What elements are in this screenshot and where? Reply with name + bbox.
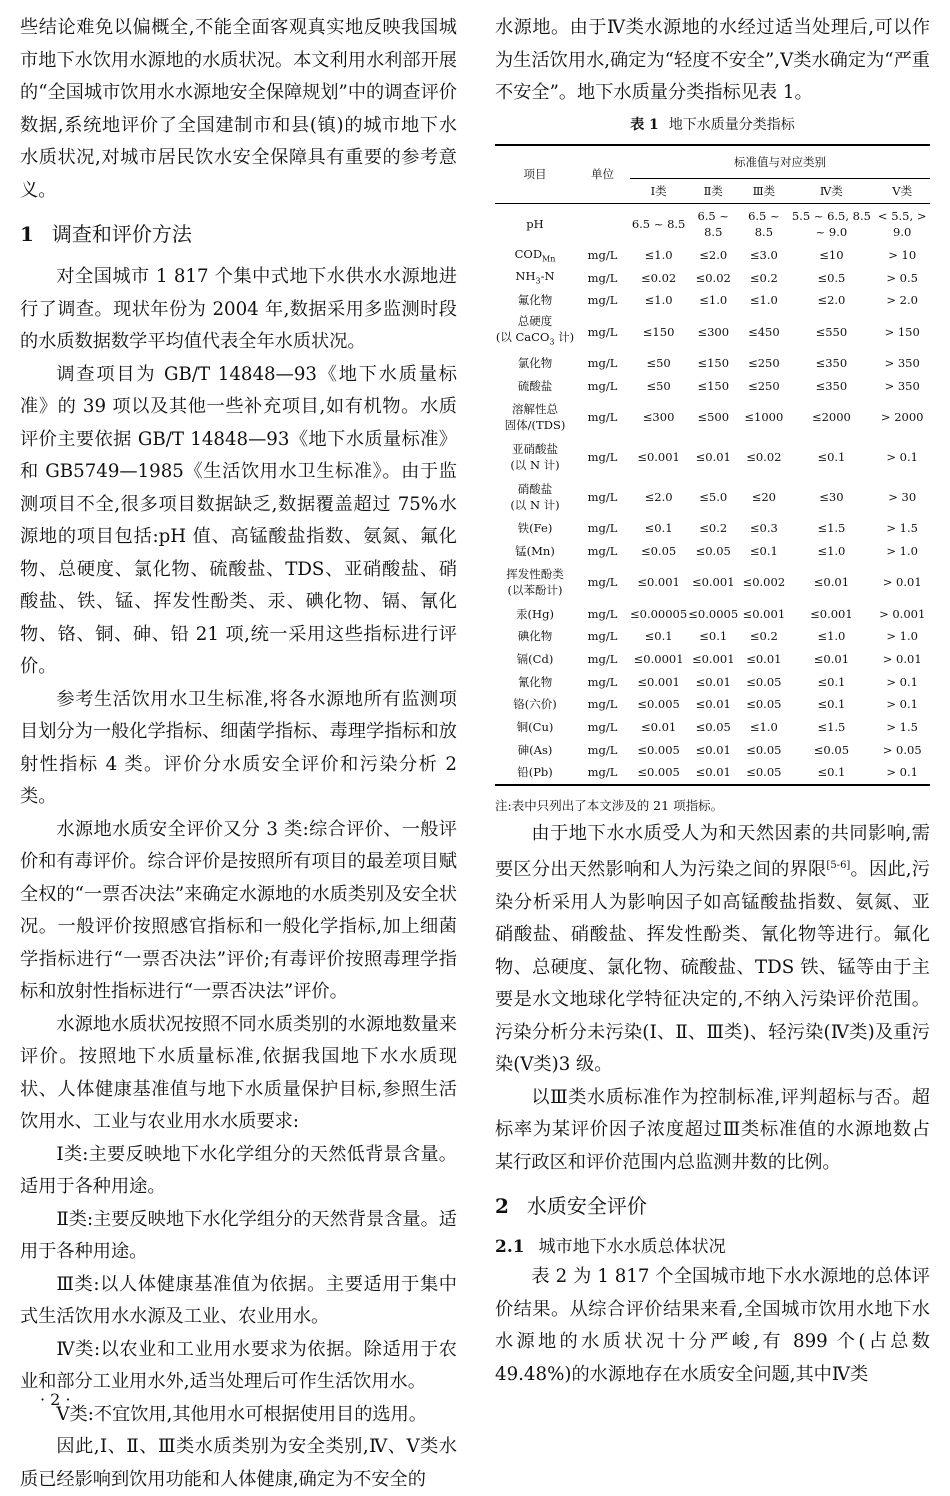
section-title: 水质安全评价 [526, 1194, 647, 1219]
section-number: 1 [20, 222, 34, 246]
cell-value: ≤0.01 [695, 697, 731, 712]
cell-unit: mg/L [587, 324, 618, 339]
left-column [20, 12, 457, 1496]
table-row [495, 562, 930, 602]
cell-item: 铬(六价) [513, 697, 557, 712]
cell-value: > 0.5 [886, 270, 918, 285]
body-paragraph: 因此,Ⅰ、Ⅱ、Ⅲ类水质类别为安全类别,Ⅳ、Ⅴ类水质已经影响到饮用功能和人体健康,确定为不安全的 [20, 1436, 457, 1490]
cell-value: ≤0.005 [637, 697, 680, 712]
cell-value: ≤250 [748, 355, 780, 370]
body-paragraph: 些结论难免以偏概全,不能全面客观真实地反映我国城市地下水饮用水源地的水质状况。本文利用水利部开展的“全国城市饮用水水源地安全保障规划”中的调查评价数据,系统地评价了全国建制市和县(镇)的城市地下水水质状况,对城市居民饮水安全保障具有重要的参考意义。 [20, 17, 457, 201]
cell-value: ≤1.0 [644, 247, 673, 262]
cell-item: 亚硝酸盐 (以 N 计) [510, 441, 560, 472]
cell-value: ≤10 [819, 247, 844, 262]
cell-unit: mg/L [587, 293, 618, 308]
cell-value: ≤150 [697, 355, 730, 370]
cell-value: ≤0.005 [630, 761, 687, 785]
table-note: 注:表中只列出了本文涉及的 21 项指标。 [495, 797, 724, 813]
table-row [495, 761, 930, 785]
cell-value: ≤50 [646, 355, 671, 370]
page-number: · 2 · [40, 1390, 71, 1409]
cell-value: ≤0.1 [699, 629, 728, 644]
cell-value: > 0.05 [882, 742, 922, 757]
col-header-item: 项目 [495, 145, 575, 204]
cell-unit [575, 203, 630, 244]
cell-value: 6.5 ~ 8.5 [697, 208, 730, 239]
cell-value: 6.5 ~ 8.5 [748, 208, 780, 239]
body-paragraph: 水源地。由于Ⅳ类水源地的水经过适当处理后,可以作为生活饮用水,确定为“轻度不安全”,Ⅴ类水确定为“严重不安全”。地下水质量分类指标见表 1。 [495, 17, 930, 103]
cell-value: ≤0.1 [644, 629, 673, 644]
cell-value: ≤0.005 [637, 742, 680, 757]
cell-value: ≤0.02 [640, 270, 677, 285]
cell-value: ≤1000 [744, 409, 784, 424]
cell-unit: mg/L [587, 606, 618, 621]
table-row [495, 648, 930, 671]
cell-value: ≤0.05 [813, 742, 850, 757]
body-paragraph: 水源地水质安全评价又分 3 类:综合评价、一般评价和有毒评价。综合评价是按照所有项目的最差项目赋全权的“一票否决法”来确定水源地的水质类别及安全状况。一般评价按照感官指标和一般化学指标,加上细菌学指标进行“一票否决法”评价;有毒评价按照毒理学指标和放射性指标进行“一票否决法”评价。 [20, 818, 457, 1002]
cell-value: ≤0.001 [637, 674, 680, 689]
subsection-heading [495, 1233, 930, 1261]
table-caption [495, 114, 930, 134]
section-heading [495, 1191, 930, 1221]
body-paragraph: 参考生活饮用水卫生标准,将各水源地所有监测项目划分为一般化学指标、细菌学指标、毒理学指标和放射性指标 4 类。评价分水质安全评价和污染分析 2 类。 [20, 688, 457, 807]
col-header-class-4: Ⅳ类 [788, 178, 874, 203]
cell-value: ≤0.2 [699, 521, 728, 536]
cell-item: $COD_{Mn}$ [514, 246, 556, 263]
section-heading [20, 219, 457, 249]
cell-value: ≤150 [642, 324, 675, 339]
cell-value: ≤0.05 [746, 697, 782, 712]
cell-value: ≤0.001 [691, 575, 735, 590]
cell-value: ≤3.0 [749, 247, 778, 262]
cell-item: 铜(Cu) [516, 720, 554, 735]
cell-value: > 0.1 [886, 674, 918, 689]
subsection-title: 城市地下水水质总体状况 [538, 1237, 726, 1258]
cell-unit: mg/L [575, 761, 630, 785]
cell-value: > 0.001 [879, 606, 926, 621]
cell-value: ≤0.001 [742, 606, 786, 621]
cell-value: ≤2000 [811, 409, 851, 424]
cell-value: ≤0.1 [817, 449, 846, 464]
col-header-class-3: Ⅲ类 [739, 178, 788, 203]
cell-value: ≤0.1 [817, 674, 846, 689]
cell-unit: mg/L [587, 247, 618, 262]
cell-value: > 0.1 [886, 449, 918, 464]
cell-value: ≤0.01 [695, 449, 731, 464]
section-title: 调查和评价方法 [51, 222, 192, 246]
cell-value: ≤0.05 [695, 543, 731, 558]
cell-unit: mg/L [587, 543, 618, 558]
cell-value: ≤550 [815, 324, 848, 339]
body-paragraph: Ⅱ类:主要反映地下水化学组分的天然背景含量。适用于各种用途。 [20, 1208, 457, 1262]
table-row [495, 670, 930, 693]
cell-value: 6.5 ~ 8.5 [631, 216, 686, 231]
cell-value: ≤0.05 [739, 761, 788, 785]
cell-item: 碘化物 [517, 629, 553, 644]
body-paragraph: 对全国城市 1 817 个集中式地下水供水水源地进行了调查。现状年份为 2004 年,数据采用多监测时段的水质数据数学平均值代表全年水质状况。 [20, 266, 457, 352]
cell-value: ≤0.0005 [688, 606, 739, 621]
cell-value: ≤1.0 [699, 293, 728, 308]
cell-value: ≤350 [815, 355, 848, 370]
cell-item: 氰化物 [517, 674, 553, 689]
cell-value: > 1.5 [886, 521, 918, 536]
cell-value: > 1.0 [886, 629, 918, 644]
cell-value: ≤2.0 [644, 489, 673, 504]
cell-value: ≤0.01 [746, 652, 782, 667]
table-row [495, 693, 930, 716]
right-column [495, 12, 930, 1391]
cell-value: ≤350 [815, 378, 848, 393]
cell-value: ≤0.01 [695, 674, 731, 689]
table-row [495, 602, 930, 625]
cell-unit: mg/L [587, 355, 618, 370]
cell-value: < 5.5, > 9.0 [877, 208, 927, 239]
cell-value: ≤300 [697, 324, 730, 339]
cell-value: > 0.01 [882, 575, 922, 590]
cell-item: 锰(Mn) [515, 543, 555, 558]
cell-unit: mg/L [587, 409, 618, 424]
table-row [495, 244, 930, 267]
cell-value: > 0.01 [882, 652, 922, 667]
cell-unit: mg/L [587, 378, 618, 393]
col-header-unit: 单位 [575, 145, 630, 204]
cell-value: > 0.1 [886, 697, 918, 712]
cell-value: ≤1.0 [749, 720, 778, 735]
cell-value: ≤0.05 [695, 720, 731, 735]
cell-value: ≤0.2 [749, 270, 778, 285]
cell-value: > 1.0 [886, 543, 918, 558]
section-number: 2 [495, 1194, 509, 1219]
cell-value: ≤0.001 [691, 652, 735, 667]
body-paragraph: 表 2 为 1 817 个全国城市地下水水源地的总体评价结果。从综合评价结果来看,全国城市饮用水地下水水源地的水质状况十分严峻,有 899 个(占总数 49.48%)的水源地存在水质安全问题,其中Ⅳ类 [495, 1266, 930, 1385]
cell-value: ≤0.02 [746, 449, 782, 464]
cell-value: ≤1.0 [817, 543, 846, 558]
cell-value: ≤2.0 [817, 293, 846, 308]
cell-value: ≤0.0001 [633, 652, 684, 667]
cell-value: ≤0.1 [644, 521, 673, 536]
cell-value: ≤0.001 [637, 575, 680, 590]
cell-value: ≤0.00005 [630, 606, 688, 621]
body-paragraph: 以Ⅲ类水质标准作为控制标准,评判超标与否。超标率为某评价因子浓度超过Ⅲ类标准值的水源地数占某行政区和评价范围内总监测井数的比例。 [495, 1086, 930, 1173]
table-row [495, 738, 930, 761]
cell-unit: mg/L [587, 489, 618, 504]
cell-item: 铅(Pb) [495, 761, 575, 785]
cell-unit: mg/L [587, 270, 618, 285]
cell-item: 氯化物 [517, 355, 553, 370]
table-row [495, 625, 930, 648]
cell-value: ≤0.3 [749, 521, 778, 536]
cell-value: ≤5.0 [699, 489, 728, 504]
cell-value: > 350 [884, 355, 920, 370]
body-paragraph: Ⅰ类:主要反映地下水化学组分的天然低背景含量。适用于各种用途。 [20, 1143, 457, 1197]
table-row [495, 266, 930, 289]
body-paragraph: 水源地水质状况按照不同水质类别的水源地数量来评价。按照地下水质量标准,依据我国地下水水质现状、人体健康基准值与地下水质量保护目标,参照生活饮用水、工业与农业用水水质要求: [20, 1013, 457, 1132]
cell-item: 溶解性总 固体/(TDS) [504, 401, 566, 432]
table-row [495, 716, 930, 739]
table-row [495, 437, 930, 477]
cell-unit: mg/L [587, 575, 618, 590]
cell-value: ≤20 [751, 489, 776, 504]
cell-value: ≤150 [697, 378, 730, 393]
cell-value: ≤30 [819, 489, 844, 504]
table-caption-number: 表 1 [630, 116, 659, 133]
cell-value: ≤0.01 [695, 742, 731, 757]
table-row [495, 374, 930, 397]
body-paragraph: Ⅲ类:以人体健康基准值为依据。主要适用于集中式生活饮用水水源及工业、农业用水。 [20, 1273, 457, 1327]
cell-value: ≤0.5 [817, 270, 846, 285]
body-paragraph: Ⅳ类:以农业和工业用水要求为依据。除适用于农业和部分工业用水外,适当处理后可作生活饮用水。 [20, 1338, 457, 1392]
cell-value: ≤1.0 [749, 293, 778, 308]
cell-item: 挥发性酚类 (以苯酚计) [506, 567, 564, 598]
table-row [495, 397, 930, 437]
cell-value: ≤0.01 [813, 652, 850, 667]
cell-value: ≤1.0 [644, 293, 673, 308]
table-row [495, 352, 930, 375]
cell-item: 总硬度 (以 CaCO$_3$ 计) [495, 313, 575, 347]
cell-value: ≤50 [646, 378, 671, 393]
cell-value: ≤1.5 [817, 521, 846, 536]
cell-value: ≤1.5 [817, 720, 846, 735]
cell-value: ≤0.001 [637, 449, 680, 464]
cell-unit: mg/L [587, 720, 618, 735]
cell-value: ≤0.002 [742, 575, 786, 590]
cell-unit: mg/L [587, 674, 618, 689]
cell-value: > 0.1 [874, 761, 930, 785]
table-caption-text: 地下水质量分类指标 [668, 116, 795, 133]
col-header-class-2: Ⅱ类 [687, 178, 739, 203]
col-header-group: 标准值与对应类别 [630, 145, 930, 179]
cell-value: ≤0.1 [817, 697, 846, 712]
cell-value: > 350 [884, 378, 920, 393]
table-row [495, 517, 930, 540]
cell-item: $NH_3-N$ [515, 269, 555, 286]
table-row [495, 540, 930, 563]
cell-value: 5.5 ~ 6.5, 8.5 ~ 9.0 [791, 208, 871, 239]
cell-item: 硝酸盐 (以 N 计) [510, 481, 560, 512]
cell-item: 铁(Fe) [517, 521, 553, 536]
table-row [495, 289, 930, 312]
citation-superscript: [5-6] [826, 860, 851, 872]
col-header-class-5: Ⅴ类 [874, 178, 930, 203]
col-header-class-1: Ⅰ类 [630, 178, 687, 203]
water-quality-table [495, 144, 930, 786]
cell-item: 汞(Hg) [516, 606, 554, 621]
body-paragraph: 由于地下水水质受人为和天然因素的共同影响,需要区分出天然影响和人为污染之间的界限[5-6]。因此,污染分析采用人为影响因子如高锰酸盐指数、氨氮、亚硝酸盐、硝酸盐、挥发性酚类、氰化物等进行。氟化物、总硬度、氯化物、硫酸盐、TDS 铁、锰等由于主要是水文地球化学特征决定的,不纳入污染评价范围。污染分析分未污染(Ⅰ、Ⅱ、Ⅲ类)、轻污染(Ⅳ类)及重污染(Ⅴ类)3 级。 [495, 822, 930, 1076]
cell-value: ≤0.01 [687, 761, 739, 785]
cell-value: ≤0.05 [746, 674, 782, 689]
cell-unit: mg/L [587, 629, 618, 644]
cell-value: > 150 [884, 324, 920, 339]
cell-value: > 30 [888, 489, 917, 504]
cell-value: > 10 [888, 247, 917, 262]
cell-value: > 1.5 [886, 720, 918, 735]
cell-item: pH [526, 216, 544, 231]
cell-value: ≤300 [642, 409, 675, 424]
table-row [495, 477, 930, 517]
body-paragraph: 调查项目为 GB/T 14848—93《地下水质量标准》的 39 项以及其他一些补充项目,如有机物。水质评价主要依据 GB/T 14848—93《地下水质量标准》和 GB5749—1985《生活饮用水卫生标准》。由于监测项目不全,很多项目数据缺乏,数据覆盖超过 75%水源地的项目包括:pH 值、高锰酸盐指数、氨氮、氟化物、总硬度、氯化物、硫酸盐、TDS、亚硝酸盐、硝酸盐、铁、锰、挥发性酚类、汞、碘化物、镉、氰化物、铬、铜、砷、铅 21 项,统一采用这些指标进行评价。 [20, 363, 457, 677]
cell-value: > 2.0 [886, 293, 918, 308]
cell-item: 硫酸盐 [517, 378, 553, 393]
cell-value: ≤250 [748, 378, 780, 393]
cell-item: 砷(As) [517, 742, 553, 757]
cell-value: ≤0.02 [695, 270, 731, 285]
cell-value: ≤500 [697, 409, 730, 424]
cell-value: ≤0.1 [749, 543, 778, 558]
body-paragraph: Ⅴ类:不宜饮用,其他用水可根据使用目的选用。 [56, 1403, 427, 1425]
cell-value: ≤0.05 [746, 742, 782, 757]
cell-value: ≤0.1 [788, 761, 874, 785]
cell-unit: mg/L [587, 652, 618, 667]
cell-value: ≤2.0 [699, 247, 728, 262]
cell-value: ≤1.0 [817, 629, 846, 644]
cell-value: > 2000 [880, 409, 924, 424]
cell-unit: mg/L [587, 521, 618, 536]
cell-item: 镉(Cd) [516, 652, 554, 667]
cell-value: ≤0.01 [813, 575, 850, 590]
subsection-number: 2.1 [495, 1237, 525, 1258]
cell-value: ≤0.2 [749, 629, 778, 644]
cell-unit: mg/L [587, 697, 618, 712]
cell-value: ≤0.05 [640, 543, 677, 558]
cell-value: ≤450 [748, 324, 780, 339]
cell-item: 氟化物 [517, 293, 553, 308]
cell-value: ≤0.01 [640, 720, 677, 735]
table-row [495, 312, 930, 352]
cell-unit: mg/L [587, 449, 618, 464]
table-row [495, 203, 930, 244]
cell-unit: mg/L [587, 742, 618, 757]
cell-value: ≤0.001 [810, 606, 853, 621]
